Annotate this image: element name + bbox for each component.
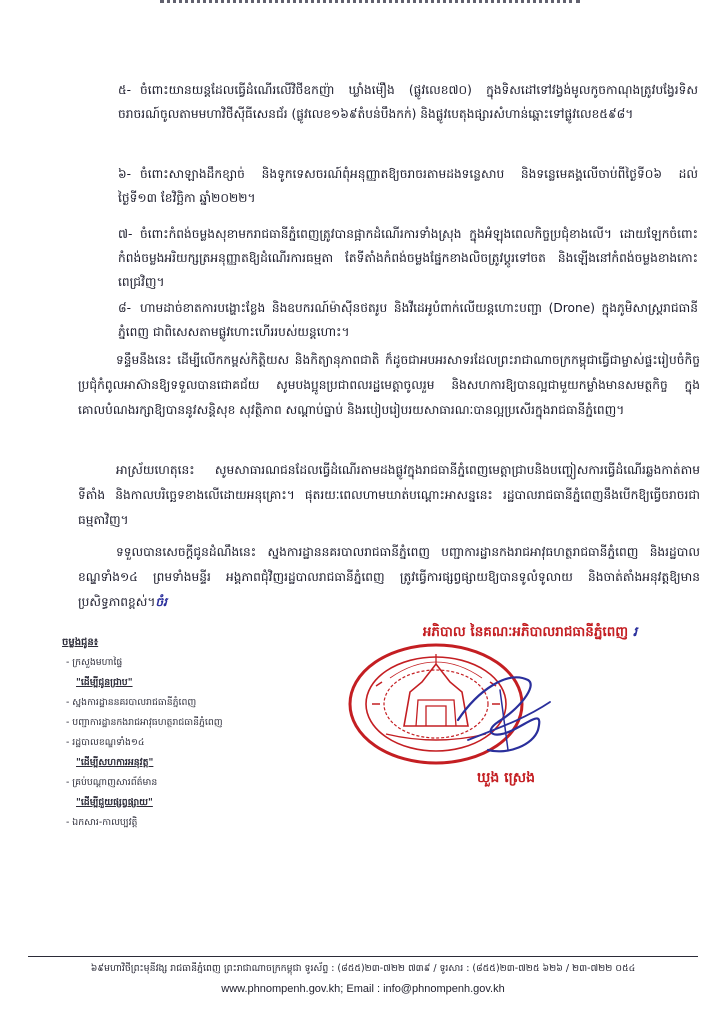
paragraph-text: ទទួលបានសេចក្តីជូនដំណឹងនេះ ស្នងការដ្ឋាននគរបាលរាជធានីភ្នំពេញ បញ្ជាការដ្ឋានកងរាជអាវុធហត្ថរាជធានីភ្នំពេញ និងរដ្ឋបាលខណ្ឌទាំង១៤ ព្រមទាំងមន្ទីរ អង្គភាពជុំវិញរដ្ឋបាលរាជធានីភ្នំពេញ ត្រូវធ្វើការផ្សព្វផ្សាយឱ្យបានទូលំទូលាយ និងចាត់តាំងអនុវត្តឱ្យមានប្រសិទ្ធភាពខ្ពស់។ — [78, 545, 700, 609]
handwritten-mark: ចំរ — [155, 595, 168, 609]
handwritten-signature — [438, 660, 558, 770]
signer-name: ឃួង ស្រេង — [477, 770, 535, 786]
item-text: ចំពោះកំពង់ចម្លងសុខាមករាជធានីភ្នំពេញត្រូវបានផ្អាកដំណើរការទាំងស្រុង ក្នុងអំឡុងពេលកិច្ចប្រជុំខាងលើ។ ដោយឡែកចំពោះកំពង់ចម្លងអរិយក្សត្រអនុញ្ញាតឱ្យដំណើរការធម្មតា តែទីតាំងកំពង់ចម្លងផ្នែកខាងលិចត្រូវប្តូរទៅចត និងឡើងនៅកំពង់ចម្លងខាងកោះពេជ្រវិញ។ — [118, 227, 698, 289]
recipient-entry: - គ្រប់បណ្តាញសារព័ត៌មាន — [66, 777, 158, 788]
recipient-purpose-note: "ដើម្បីសហការអនុវត្ត" — [76, 757, 154, 768]
list-item-6 — [118, 162, 698, 210]
list-item-8 — [118, 296, 698, 344]
item-text: ហាមដាច់ខាតការបង្ហោះខ្លែង និងឧបករណ៍ម៉ាស៊ីនថតរូប និងវីដេអូបំពាក់លើយន្តហោះបញ្ជា (Drone) ក្នុងភូមិសាស្ត្ររាជធានីភ្នំពេញ ជាពិសេសតាមផ្លូវហោះហើររបស់យន្តហោះ។ — [118, 301, 698, 339]
paragraph-text: អាស្រ័យហេតុនេះ សូមសាធារណជនដែលធ្វើដំណើរតាមដងផ្លូវក្នុងរាជធានីភ្នំពេញមេត្តាជ្រាបនិងបញ្ចៀសការធ្វើដំណើរឆ្លងកាត់តាមទីតាំង និងកាលបរិច្ឆេទខាងលើដោយអនុគ្រោះ។ ផុតរយៈពេលហាមឃាត់បណ្តោះអាសន្ននេះ រដ្ឋបាលរាជធានីភ្នំពេញនឹងបើកឱ្យធ្វើចរាចរជាធម្មតាវិញ។ — [78, 463, 700, 527]
signer-title — [350, 623, 710, 643]
paragraph-dissemination — [78, 540, 700, 615]
cropped-header-text — [160, 0, 580, 11]
item-number: ៦- — [118, 167, 132, 181]
list-item-5 — [118, 78, 698, 126]
item-number: ៧- — [118, 227, 133, 241]
footer-address: ៦៩មហាវិថីព្រះមុនីវង្ស រាជធានីភ្នំពេញ ព្រះរាជាណាចក្រកម្ពុជា ទូរស័ព្ទ : (៨៥៥)២៣-៧២២ ៧៣៩ / ទូរសារ : (៨៥៥)២៣-៧២៥ ៦២៦ / ២៣-៧២២ ០៥៤ — [90, 963, 636, 974]
item-number: ៨- — [118, 301, 132, 315]
recipient-entry: - បញ្ជាការដ្ឋានកងរាជអាវុធហត្ថរាជធានីភ្នំពេញ — [66, 717, 223, 728]
recipient-purpose-note: "ដើម្បីជូនជ្រាប" — [76, 677, 133, 688]
recipients-heading: ចម្លងជូន៖ — [62, 637, 99, 648]
recipient-entry: - ស្នងការដ្ឋាននគរបាលរាជធានីភ្នំពេញ — [66, 697, 197, 708]
signer-title-text: អភិបាល នៃគណៈអភិបាលរាជធានីភ្នំពេញ — [422, 624, 629, 640]
footer-divider — [28, 956, 698, 957]
item-number: ៥- — [118, 83, 132, 97]
recipient-purpose-note: "ដើម្បីជួយផ្សព្វផ្សាយ" — [76, 797, 153, 808]
signer-initial: រ — [632, 624, 638, 640]
paragraph-text: ទន្ទឹមនឹងនេះ ដើម្បីលើកកម្ពស់កិត្តិយស និងកិត្យានុភាពជាតិ ក៏ដូចជាអបអរសាទរដែលព្រះរាជាណាចក្រកម្ពុជាធ្វើជាម្ចាស់ផ្ទះរៀបចំកិច្ចប្រជុំកំពូលអាស៊ានឱ្យទទួលបានជោគជ័យ សូមបងប្អូនប្រជាពលរដ្ឋមេត្តាចូលរួម និងសហការឱ្យបានល្អជាមួយកម្លាំងមានសមត្ថកិច្ច ក្នុងគោលបំណងរក្សាឱ្យបាននូវសន្តិសុខ សុវត្ថិភាព សណ្តាប់ធ្នាប់ និងរបៀបរៀបរយសាធារណៈបានល្អប្រសើរក្នុងរាជធានីភ្នំពេញ។ — [78, 353, 700, 417]
item-text: ចំពោះយានយន្តដែលធ្វើដំណើរលើវិថីឧកញ៉ា ឃ្លាំងម៉ឿង (ផ្លូវលេខ៧០) ក្នុងទិសដៅទៅវង្វង់មូលកូចកាណុងត្រូវបង្វែរទិសចរាចរណ៍ចូលតាមមហាវិថីស៊ីធីសេនជ័រ (ផ្លូវលេខ១៦៩តំបន់បឹងកក់) និងផ្លូវបេតុងផ្សារសំហាន់ឆ្ពោះទៅផ្លូវលេខ៥៩៨។ — [118, 83, 698, 121]
paragraph-cooperation — [78, 348, 700, 423]
recipients-list — [62, 633, 302, 833]
recipient-entry: - រដ្ឋបាលខណ្ឌទាំង១៤ — [66, 737, 145, 748]
paragraph-notice — [78, 458, 700, 533]
item-text: ចំពោះសាឡាងដឹកខ្សាច់ និងទូកទេសចរណ៍ពុំអនុញ្ញាតឱ្យចរាចរតាមដងទន្លេសាប និងទន្លេមេគង្គលើចាប់ពីថ្ងៃទី០៦ ដល់ថ្ងៃទី១៣ ខែវិច្ឆិកា ឆ្នាំ២០២២។ — [118, 167, 698, 205]
recipient-entry: - ឯកសារ-កាលប្បវត្តិ — [66, 817, 138, 828]
footer-website-email: www.phnompenh.gov.kh; Email : info@phnompenh.gov.kh — [221, 983, 505, 995]
recipient-entry: - ក្រសួងមហាផ្ទៃ — [66, 657, 123, 668]
list-item-7 — [118, 222, 698, 294]
